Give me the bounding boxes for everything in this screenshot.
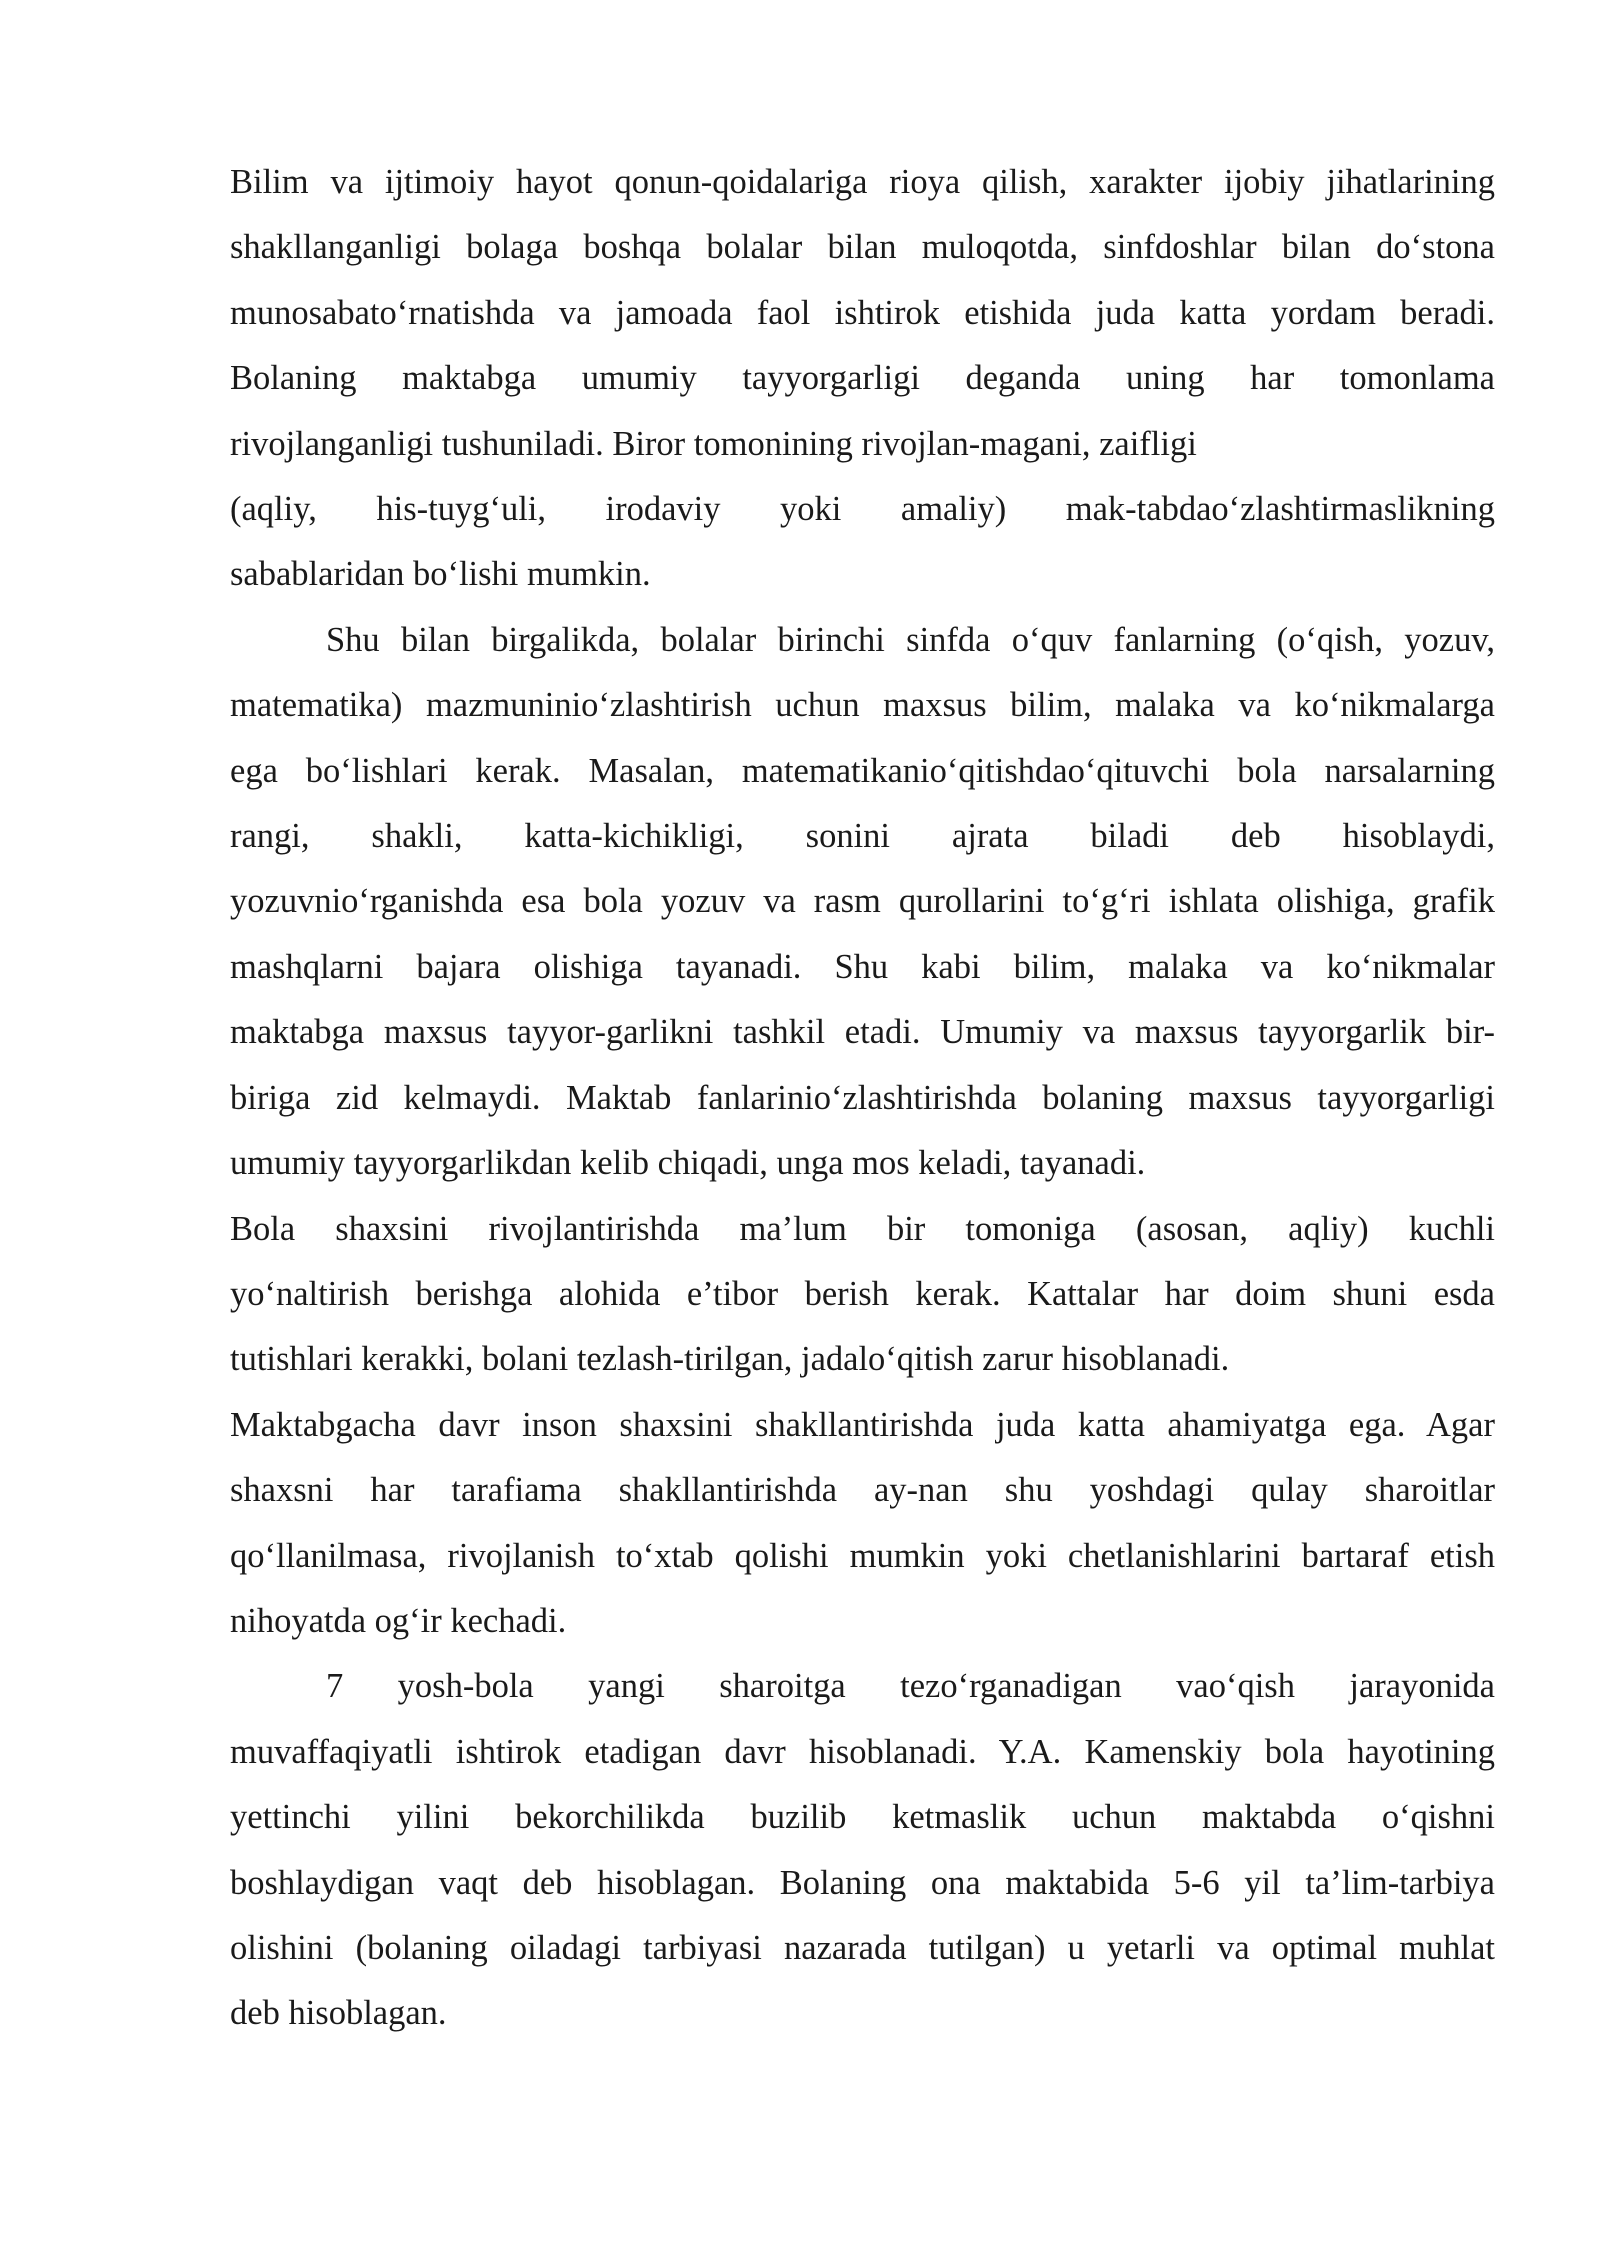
text-line: shaxsni har tarafiama shakllantirishda ay-nan shu yoshdagi qulay sharoitlar xyxy=(230,1471,1495,1510)
text-line: biriga zid kelmaydi. Maktab fanlarinio‘zlashtirishda bolaning maxsus tayyorgarligi xyxy=(230,1078,1495,1117)
text-line: muvaffaqiyatli ishtirok etadigan davr hisoblanadi. Y.A. Kamenskiy bola hayotining xyxy=(230,1732,1495,1771)
text-line: shakllanganligi bolaga boshqa bolalar bilan muloqotda, sinfdoshlar bilan do‘stona xyxy=(230,228,1495,267)
text-line: Maktabgacha davr inson shaxsini shakllantirishda juda katta ahamiyatga ega. Agar xyxy=(230,1405,1495,1444)
text-line: munosabato‘rnatishda va jamoada faol ishtirok etishida juda katta yordam beradi. xyxy=(230,293,1495,332)
text-line: yo‘naltirish berishga alohida e’tibor berish kerak. Kattalar har doim shuni esda xyxy=(230,1274,1495,1313)
text-line: yozuvnio‘rganishda esa bola yozuv va rasm qurollarini to‘g‘ri ishlata olishiga, grafik xyxy=(230,882,1495,921)
text-line: qo‘llanilmasa, rivojlanish to‘xtab qolishi mumkin yoki chetlanishlarini bartaraf etish xyxy=(230,1536,1495,1575)
text-line: sabablaridan bo‘lishi mumkin. xyxy=(230,555,651,594)
text-line: yettinchi yilini bekorchilikda buzilib ketmaslik uchun maktabda o‘qishni xyxy=(230,1798,1495,1837)
text-line: ega bo‘lishlari kerak. Masalan, matematikanio‘qitishdao‘qituvchi bola narsalarning xyxy=(230,751,1495,790)
text-line: Bola shaxsini rivojlantirishda ma’lum bir tomoniga (asosan, aqliy) kuchli xyxy=(230,1209,1495,1248)
text-line: 7 yosh-bola yangi sharoitga tezo‘rganadigan vao‘qish jarayonida xyxy=(326,1667,1495,1706)
text-line: Bilim va ijtimoiy hayot qonun-qoidalariga rioya qilish, xarakter ijobiy jihatlarining xyxy=(230,163,1495,201)
text-line: umumiy tayyorgarlikdan kelib chiqadi, unga mos keladi, tayanadi. xyxy=(230,1144,1146,1183)
text-line: rivojlanganligi tushuniladi. Biror tomonining rivojlan-magani, zaifligi xyxy=(230,424,1197,463)
document-page xyxy=(230,150,1495,2047)
text-line: matematika) mazmuninio‘zlashtirish uchun maxsus bilim, malaka va ko‘nikmalarga xyxy=(230,686,1495,725)
text-line: maktabga maxsus tayyor-garlikni tashkil etadi. Umumiy va maxsus tayyorgarlik bir- xyxy=(230,1013,1495,1052)
text-line: tutishlari kerakki, bolani tezlash-tirilgan, jadalo‘qitish zarur hisoblanadi. xyxy=(230,1340,1230,1379)
text-line: Bolaning maktabga umumiy tayyorgarligi deganda uning har tomonlama xyxy=(230,359,1495,398)
text-line: (aqliy, his-tuyg‘uli, irodaviy yoki amaliy) mak-tabdao‘zlashtirmaslikning xyxy=(230,490,1495,529)
text-line: olishini (bolaning oiladagi tarbiyasi nazarada tutilgan) u yetarli va optimal muhlat xyxy=(230,1928,1495,1967)
text-line: deb hisoblagan. xyxy=(230,1994,447,2033)
text-line: mashqlarni bajara olishiga tayanadi. Shu kabi bilim, malaka va ko‘nikmalar xyxy=(230,947,1495,986)
text-line: Shu bilan birgalikda, bolalar birinchi sinfda o‘quv fanlarning (o‘qish, yozuv, xyxy=(326,620,1495,659)
text-line: boshlaydigan vaqt deb hisoblagan. Bolaning ona maktabida 5-6 yil ta’lim-tarbiya xyxy=(230,1863,1495,1902)
text-line: rangi, shakli, katta-kichikligi, sonini ajrata biladi deb hisoblaydi, xyxy=(230,817,1495,856)
text-line: nihoyatda og‘ir kechadi. xyxy=(230,1601,567,1640)
